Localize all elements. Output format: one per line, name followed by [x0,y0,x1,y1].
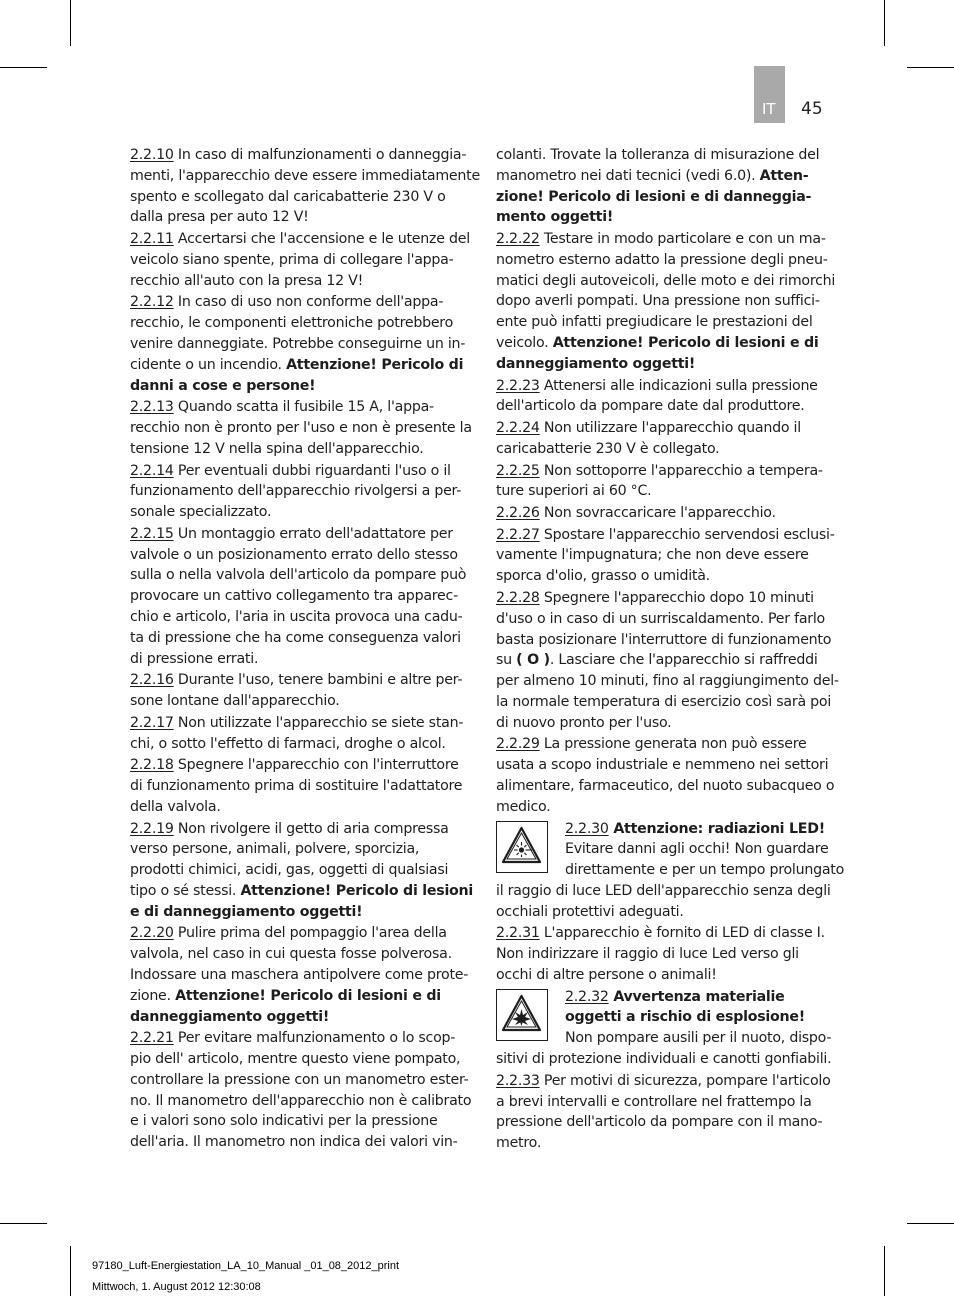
switch-symbol: ( O ) [516,652,550,669]
text-line [130,986,462,1007]
text-line: controllare la pressione con un manometro ester- [130,1071,469,1088]
safety-item [130,229,470,291]
item-text: Non rivolgere il getto di aria compressa [173,820,449,837]
explosion-warning-icon [496,989,548,1041]
text-line: sulla o nella valvola dell'articolo da pompare può [130,567,467,584]
text-line: provocare un cattivo collegamento tra apparec- [130,588,458,605]
laser-radiation-warning-icon [496,821,548,873]
text-line: occhiali protettivi adeguati. [496,903,684,920]
safety-item [130,397,472,459]
item-text: Attenersi alle indicazioni sulla pressione [539,377,818,394]
text-line [496,333,826,354]
warning-text: zione! Pericolo di lesioni e di danneggia- [496,188,812,205]
text-line: prodotti chimici, acidi, gas, oggetti di qualsiasi [130,862,449,879]
text-line [496,588,826,609]
text-line: ture superiori ai 60 °C. [496,483,652,500]
text-line [130,881,474,902]
text-line: dalla presa per auto 12 V! [130,209,309,226]
text-line [130,524,462,545]
item-text: Spostare l'apparecchio servendosi esclusi- [539,526,835,543]
text-line: dopo averli pompati. Una pressione non suffici- [496,293,820,310]
text-line [130,145,467,166]
text-line: alimentare, farmaceutico, del nuoto subacqueo o [496,778,835,795]
safety-item [496,525,835,587]
text-line [130,713,462,734]
safety-item [130,1028,472,1153]
item-number: 2.2.33 [496,1072,540,1089]
text-line: vamente l'impugnatura; che non deve essere [496,547,809,564]
text-line: valvole o un posizionamento errato dello stesso [130,546,458,563]
print-footer [92,1256,399,1298]
warning-text: Atten- [759,167,809,184]
item-number: 2.2.14 [130,462,174,479]
text-line: basta posizionare l'interruttore di funzionamento [496,631,832,648]
text-line: e i valori sono solo indicativi per la pressione [130,1113,438,1130]
item-text: Non sovraccaricare l'apparecchio. [539,505,776,521]
text-line: recchio all'auto con la presa 12 V! [130,272,364,289]
text-line: funzionamento dell'apparecchio rivolgersi a per- [130,483,462,500]
text-line: Non pompare ausili per il nuoto, dispo- [565,1030,832,1047]
item-text: Non sottoporre l'apparecchio a tempera- [539,462,823,479]
safety-item-continuation [496,145,826,228]
item-text: Quando scatta il fusibile 15 A, l'appa- [173,399,434,416]
item-number: 2.2.32 [565,988,609,1005]
text-line [130,229,470,250]
safety-item [130,461,462,523]
left-column [130,145,480,1154]
text-line: pio dell' articolo, mentre questo viene pompato, [130,1051,461,1068]
item-number: 2.2.25 [496,462,540,479]
text-line: Evitare danni agli occhi! Non guardare [565,841,829,858]
item-text: L'apparecchio è fornito di LED di classe I. [539,925,825,942]
safety-item [130,755,462,817]
text-line: la normale temperatura di esercizio così sarà poi [496,693,832,710]
safety-item [130,819,474,923]
item-text: veicolo. [496,335,553,352]
item-text: Non utilizzate l'apparecchio se siete stan- [173,714,464,731]
text-line: spento e scollegato dal caricabatterie 230 V o [130,188,446,205]
text-line: ta di pressione che ha come conseguenza valori [130,629,461,646]
item-text: Testare in modo particolare e con un ma- [539,231,826,248]
item-number: 2.2.22 [496,231,540,248]
warning-title: oggetti a rischio di esplosione! [565,1009,805,1026]
text-line: dell'articolo da pompare date dal produttore. [496,398,805,415]
led-warning-block [496,819,845,923]
text-line: per almeno 10 minuti, fino al raggiungimento del- [496,673,839,690]
item-number: 2.2.26 [496,505,540,521]
warning-text: danni a cose e persone! [130,377,316,394]
safety-item [496,418,826,460]
explosion-warning-block [496,987,832,1070]
text-line: chio e articolo, l'aria in uscita provoca una cadu- [130,608,463,625]
text-line: tensione 12 V nella spina dell'apparecchio. [130,440,424,457]
item-number: 2.2.29 [496,736,540,753]
safety-item [496,503,826,524]
text-line: il raggio di luce LED dell'apparecchio senza degli [496,882,831,899]
item-number: 2.2.28 [496,589,540,606]
item-number: 2.2.11 [130,231,174,248]
safety-item [130,145,480,228]
item-text: . Lasciare che l'apparecchio si raffreddi [549,652,818,669]
item-text: Per motivi di sicurezza, pompare l'articolo [539,1072,831,1089]
crop-mark [884,1246,885,1296]
text-line: metro. [496,1135,542,1152]
safety-item [130,670,462,712]
warning-text: Attenzione! Pericolo di [286,356,464,373]
item-text: La pressione generata non può essere [539,736,807,753]
item-number: 2.2.19 [130,820,174,837]
footer-timestamp: Mittwoch, 1. August 2012 12:30:08 [92,1281,261,1293]
footer-file-name: 97180_Luft-Energiestation_LA_10_Manual _01_08_2012_print [92,1260,400,1272]
crop-mark [70,1246,71,1296]
text-line [130,461,462,482]
item-text: Per evitare malfunzionamento o lo scop- [173,1030,456,1047]
warning-text: mento oggetti! [496,209,614,226]
safety-item [496,229,836,375]
text-line: ente può infatti pregiudicare le prestazioni del [496,314,813,331]
item-text: tipo o sé stessi. [130,882,241,899]
item-text: Pulire prima del pompaggio l'area della [173,925,447,942]
text-line: di pressione errati. [130,650,259,667]
warning-text: danneggiamento oggetti! [130,1008,330,1025]
safety-item [496,1071,831,1154]
text-line [496,461,826,482]
text-line: menti, l'apparecchio deve essere immediatamente [130,167,480,184]
item-text: cidente o un incendio. [130,356,287,373]
item-text: zione. [130,987,176,1004]
item-text: In caso di uso non conforme dell'appa- [173,294,444,311]
crop-mark [0,1223,47,1224]
text-line: chi, o sotto l'effetto di farmaci, droghe o alcol. [130,735,446,752]
item-text: Per eventuali dubbi riguardanti l'uso o il [173,462,451,479]
item-number: 2.2.17 [130,714,174,731]
warning-text: Attenzione! Pericolo di lesioni e di [552,335,819,352]
text-line: venire danneggiate. Potrebbe conseguirne un in- [130,335,466,352]
item-number: 2.2.18 [130,757,174,774]
item-number: 2.2.13 [130,399,174,416]
text-line [130,292,462,313]
language-tab [754,66,785,123]
text-line [130,1028,462,1049]
safety-item [496,588,839,734]
text-line [130,355,462,376]
text-line [496,650,826,671]
safety-item [130,292,466,396]
warning-text: Attenzione! Pericolo di lesioni e di [175,987,441,1004]
text-line: no. Il manometro dell'apparecchio non è calibrato [130,1092,472,1109]
item-text: In caso di malfunzionamenti o danneggia- [173,147,467,163]
text-line [130,819,462,840]
item-number: 2.2.21 [130,1030,174,1047]
text-line: verso persone, animali, polvere, sporcizia, [130,841,420,858]
text-line: di funzionamento prima di sostituire l'adattatore [130,778,463,795]
safety-item [496,923,826,985]
item-text: Non utilizzare l'apparecchio quando il [539,420,801,437]
text-line: dell'aria. Il manometro non indica dei valori vin- [130,1134,458,1151]
page-number: 45 [801,99,823,119]
safety-item [130,923,469,1027]
crop-mark [884,0,885,46]
text-line: usata a scopo industriale e nemmeno nei settori [496,757,829,774]
safety-item [496,461,826,503]
text-line: medico. [496,798,551,815]
text-line: valvola, nel caso in cui questa fosse polverosa. [130,946,452,963]
item-number: 2.2.31 [496,925,540,942]
text-line: di nuovo pronto per l'uso. [496,714,672,731]
text-line: sonale specializzato. [130,504,272,521]
item-number: 2.2.27 [496,526,540,543]
crop-mark [70,0,71,46]
safety-item [130,713,462,755]
text-line: recchio non è pronto per l'uso e non è presente la [130,420,472,437]
text-line: d'uso o in caso di un surriscaldamento. Per farlo [496,610,825,627]
text-line [496,525,835,546]
item-text: Spegnere l'apparecchio dopo 10 minuti [539,589,814,606]
warning-title: Attenzione: radiazioni LED! [608,820,825,837]
item-number: 2.2.24 [496,420,540,437]
text-line: sporca d'olio, grasso o umidità. [496,568,710,585]
warning-text: danneggiamento oggetti! [496,355,696,372]
language-tab-label: IT [762,100,776,118]
text-line [130,397,462,418]
text-line [496,923,826,944]
item-number: 2.2.23 [496,377,540,394]
item-text: Spegnere l'apparecchio con l'interruttore [173,757,459,774]
text-line: pressione dell'articolo da pompare con il mano- [496,1114,823,1131]
text-line [496,166,826,187]
text-line: Indossare una maschera antipolvere come prote- [130,966,469,983]
text-line: della valvola. [130,798,221,815]
crop-mark [0,67,47,68]
text-line: nometro esterno adatto la pressione degli pneu- [496,251,828,268]
text-line [496,376,826,397]
text-line [496,229,826,250]
item-number: 2.2.20 [130,925,174,942]
crop-mark [907,67,954,68]
item-text: manometro nei dati tecnici (vedi 6.0). [496,167,760,184]
text-line [496,418,826,439]
item-number: 2.2.10 [130,147,174,163]
warning-text: Attenzione! Pericolo di lesioni [240,882,474,899]
item-number: 2.2.30 [565,820,609,837]
warning-title: Avvertenza materialie [608,988,785,1005]
item-text: Accertarsi che l'accensione e le utenze del [173,231,470,248]
right-column [496,145,845,1155]
text-line: caricabatterie 230 V è collegato. [496,440,720,457]
text-line: veicolo siano spente, prima di collegare l'appa- [130,251,454,268]
safety-item [496,734,835,817]
text-line [130,670,462,691]
safety-item [130,524,467,670]
text-line [496,734,826,755]
text-line: a brevi intervalli e controllare nel frattempo la [496,1093,812,1110]
text-line: occhi di altre persone o animali! [496,966,717,983]
item-number: 2.2.16 [130,672,174,689]
item-number: 2.2.15 [130,525,174,542]
text-line: sone lontane dall'apparecchio. [130,693,340,710]
text-line: colanti. Trovate la tolleranza di misurazione del [496,147,820,163]
item-number: 2.2.12 [130,294,174,311]
safety-item [496,376,826,418]
text-line: direttamente e per un tempo prolungato [565,862,845,879]
text-line [496,1071,831,1092]
item-text: su [496,652,517,669]
item-text: Durante l'uso, tenere bambini e altre per- [173,672,463,689]
text-line: Non indirizzare il raggio di luce Led verso gli [496,946,799,963]
crop-mark [907,1223,954,1224]
item-text: Un montaggio errato dell'adattatore per [173,525,453,542]
text-line: sitivi di protezione individuali e canotti gonfiabili. [496,1051,832,1068]
text-line [130,923,462,944]
text-line: matici degli autoveicoli, delle moto e dei rimorchi [496,272,836,289]
text-line [130,755,462,776]
text-line [496,503,826,524]
warning-text: e di danneggiamento oggetti! [130,903,363,920]
text-line: recchio, le componenti elettroniche potrebbero [130,315,454,332]
